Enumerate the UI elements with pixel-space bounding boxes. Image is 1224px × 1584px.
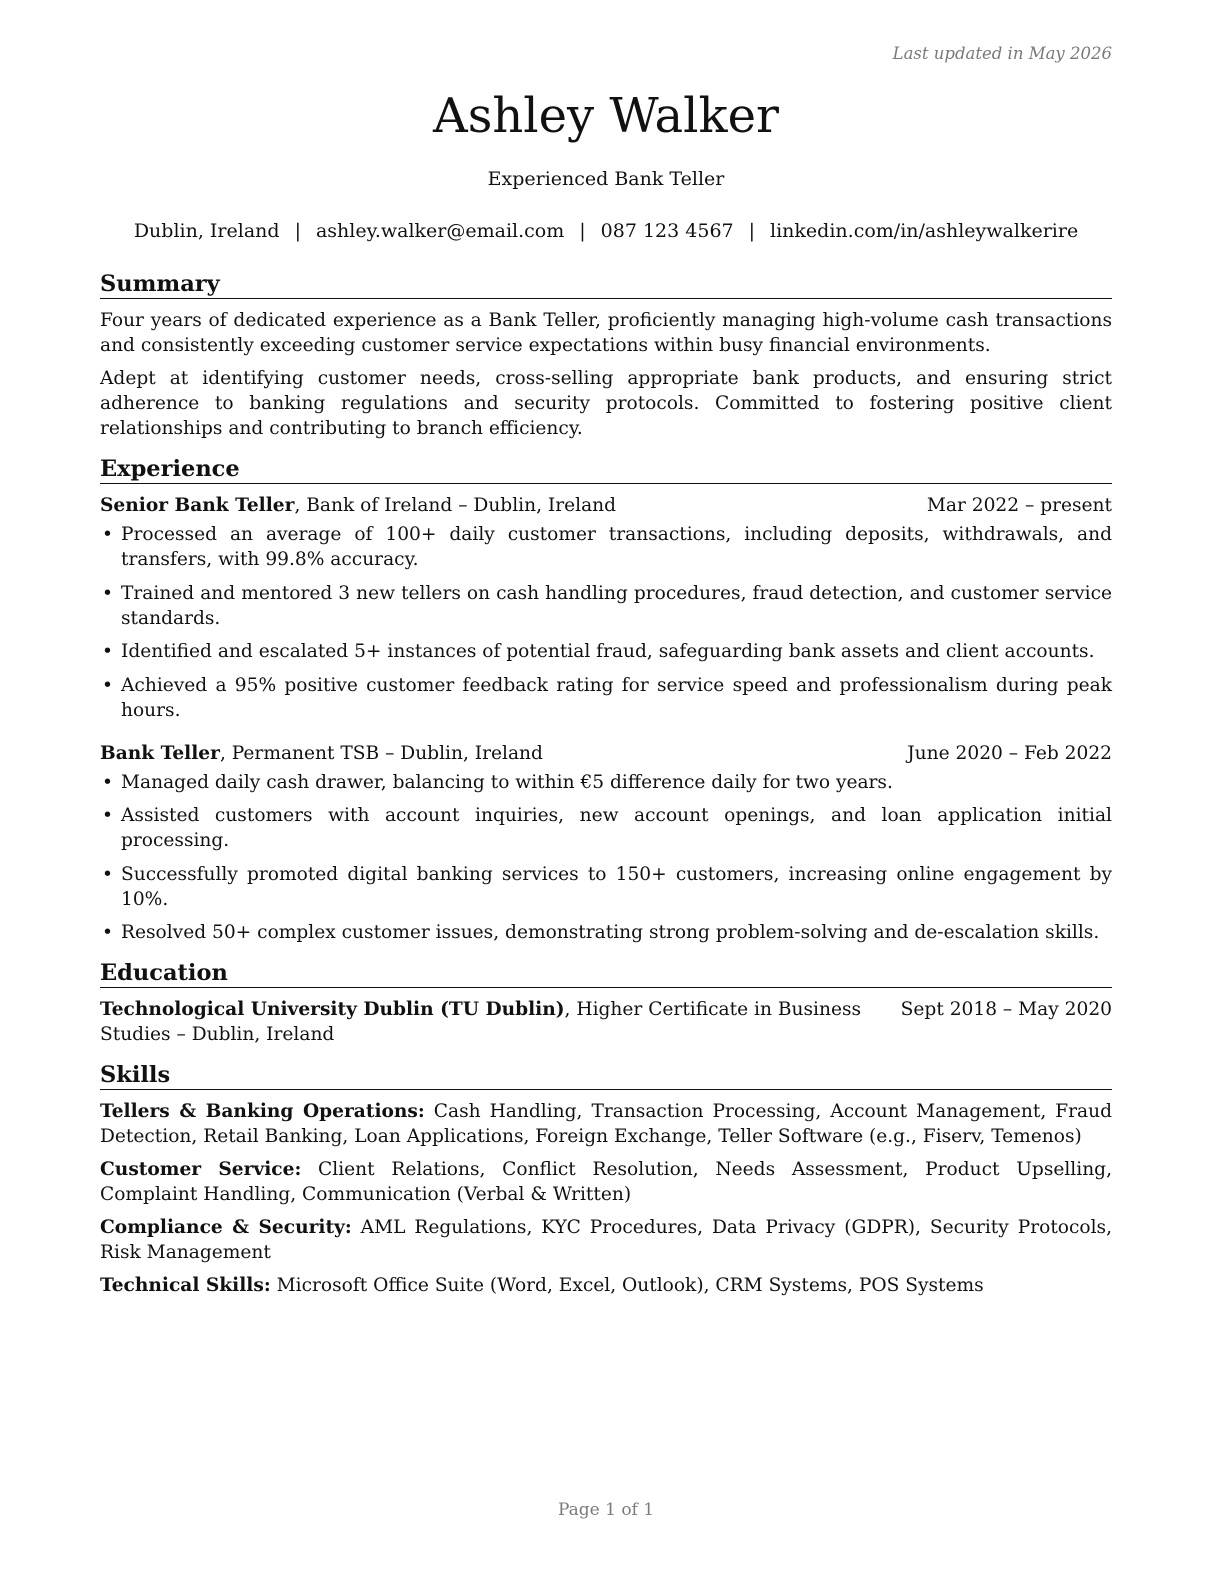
resume-content bbox=[100, 270, 1112, 1312]
summary-section bbox=[100, 270, 1112, 441]
job-bullets bbox=[100, 522, 1112, 723]
contact-separator: | bbox=[579, 220, 586, 242]
job-org: , Bank of Ireland – Dublin, Ireland bbox=[294, 495, 617, 516]
contact-line bbox=[100, 218, 1112, 244]
skill-text: AML Regulations, KYC Procedures, Data Privacy (GDPR), Security Protocols, Risk Management bbox=[100, 1217, 1112, 1263]
page-number: Page 1 of 1 bbox=[557, 1500, 655, 1520]
education-section bbox=[100, 959, 1112, 1047]
education-detail: , Higher Certificate in Business Studies – Dublin, Ireland bbox=[100, 999, 862, 1045]
job-bullet: • Trained and mentored 3 new tellers on cash handling procedures, fraud detection, and customer service standards. bbox=[100, 581, 1112, 631]
contact-linkedin[interactable]: linkedin.com/in/ashleywalkerire bbox=[770, 220, 1079, 242]
job-entry bbox=[100, 741, 1112, 946]
skills-section bbox=[100, 1061, 1112, 1298]
job-dates: June 2020 – Feb 2022 bbox=[907, 742, 1112, 764]
job-header bbox=[100, 493, 1112, 518]
contact-location: Dublin, Ireland bbox=[133, 220, 280, 242]
skill-label: Technical Skills: bbox=[100, 1275, 271, 1296]
skill-line bbox=[100, 1215, 1112, 1265]
candidate-headline: Experienced Bank Teller bbox=[487, 168, 725, 190]
job-bullet: • Identified and escalated 5+ instances of potential fraud, safeguarding bank assets and client accounts. bbox=[100, 639, 1112, 664]
job-bullet: • Successfully promoted digital banking services to 150+ customers, increasing online engagement by 10%. bbox=[100, 862, 1112, 912]
summary-paragraph: Adept at identifying customer needs, cross-selling appropriate bank products, and ensuring strict adherence to banking regulations and security protocols. Committed to fostering positive client relationships and contributing to branch efficiency. bbox=[100, 368, 1112, 439]
skill-label: Compliance & Security: bbox=[100, 1217, 352, 1238]
job-dates: Mar 2022 – present bbox=[926, 495, 1112, 516]
skill-label: Tellers & Banking Operations: bbox=[100, 1101, 425, 1122]
section-title-experience: Experience bbox=[100, 455, 1112, 484]
job-org: , Permanent TSB – Dublin, Ireland bbox=[219, 742, 543, 764]
section-title-skills: Skills bbox=[100, 1061, 1112, 1090]
section-title-summary: Summary bbox=[100, 270, 1112, 299]
job-bullet: • Achieved a 95% positive customer feedback rating for service speed and professionalism during peak hours. bbox=[100, 673, 1112, 723]
job-role: Bank Teller bbox=[100, 742, 220, 764]
summary-paragraph: Four years of dedicated experience as a Bank Teller, proficiently managing high-volume cash transactions and consistently exceeding customer service expectations within busy financial environments. bbox=[100, 310, 1112, 356]
candidate-name: Ashley Walker bbox=[433, 88, 779, 144]
education-school: Technological University Dublin (TU Dublin) bbox=[100, 999, 565, 1020]
skill-line bbox=[100, 1157, 1112, 1207]
section-title-education: Education bbox=[100, 959, 1112, 988]
job-bullets bbox=[100, 770, 1112, 946]
education-dates: Sept 2018 – May 2020 bbox=[900, 999, 1112, 1020]
contact-phone[interactable]: 087 123 4567 bbox=[600, 220, 734, 242]
skill-line bbox=[100, 1099, 1112, 1149]
contact-separator: | bbox=[748, 220, 756, 242]
skill-text: Microsoft Office Suite (Word, Excel, Outlook), CRM Systems, POS Systems bbox=[270, 1275, 984, 1296]
resume-page bbox=[100, 0, 1112, 1584]
contact-email[interactable]: ashley.walker@email.com bbox=[315, 220, 565, 242]
contact-separator: | bbox=[294, 220, 301, 242]
job-header bbox=[100, 741, 1112, 766]
skill-label: Customer Service: bbox=[100, 1159, 302, 1180]
job-bullet: • Managed daily cash drawer, balancing to within €5 difference daily for two years. bbox=[100, 770, 1112, 795]
job-bullet: • Processed an average of 100+ daily customer transactions, including deposits, withdrawals, and transfers, with 99.8% accuracy. bbox=[100, 522, 1112, 572]
last-updated-note: Last updated in May 2026 bbox=[892, 44, 1112, 63]
job-role: Senior Bank Teller bbox=[100, 495, 295, 516]
skill-text: Client Relations, Conflict Resolution, Needs Assessment, Product Upselling, Complaint Handling, Communication (Verbal & Written) bbox=[100, 1159, 1112, 1205]
job-entry bbox=[100, 493, 1112, 723]
job-bullet: • Resolved 50+ complex customer issues, demonstrating strong problem-solving and de-escalation skills. bbox=[100, 920, 1112, 945]
skill-line bbox=[100, 1273, 1112, 1298]
education-entry bbox=[100, 997, 1112, 1047]
skill-text: Cash Handling, Transaction Processing, Account Management, Fraud Detection, Retail Banking, Loan Applications, Foreign Exchange, Teller Software (e.g., Fiserv, Temenos) bbox=[100, 1101, 1112, 1147]
experience-section bbox=[100, 455, 1112, 945]
job-bullet: • Assisted customers with account inquiries, new account openings, and loan application initial processing. bbox=[100, 803, 1112, 853]
